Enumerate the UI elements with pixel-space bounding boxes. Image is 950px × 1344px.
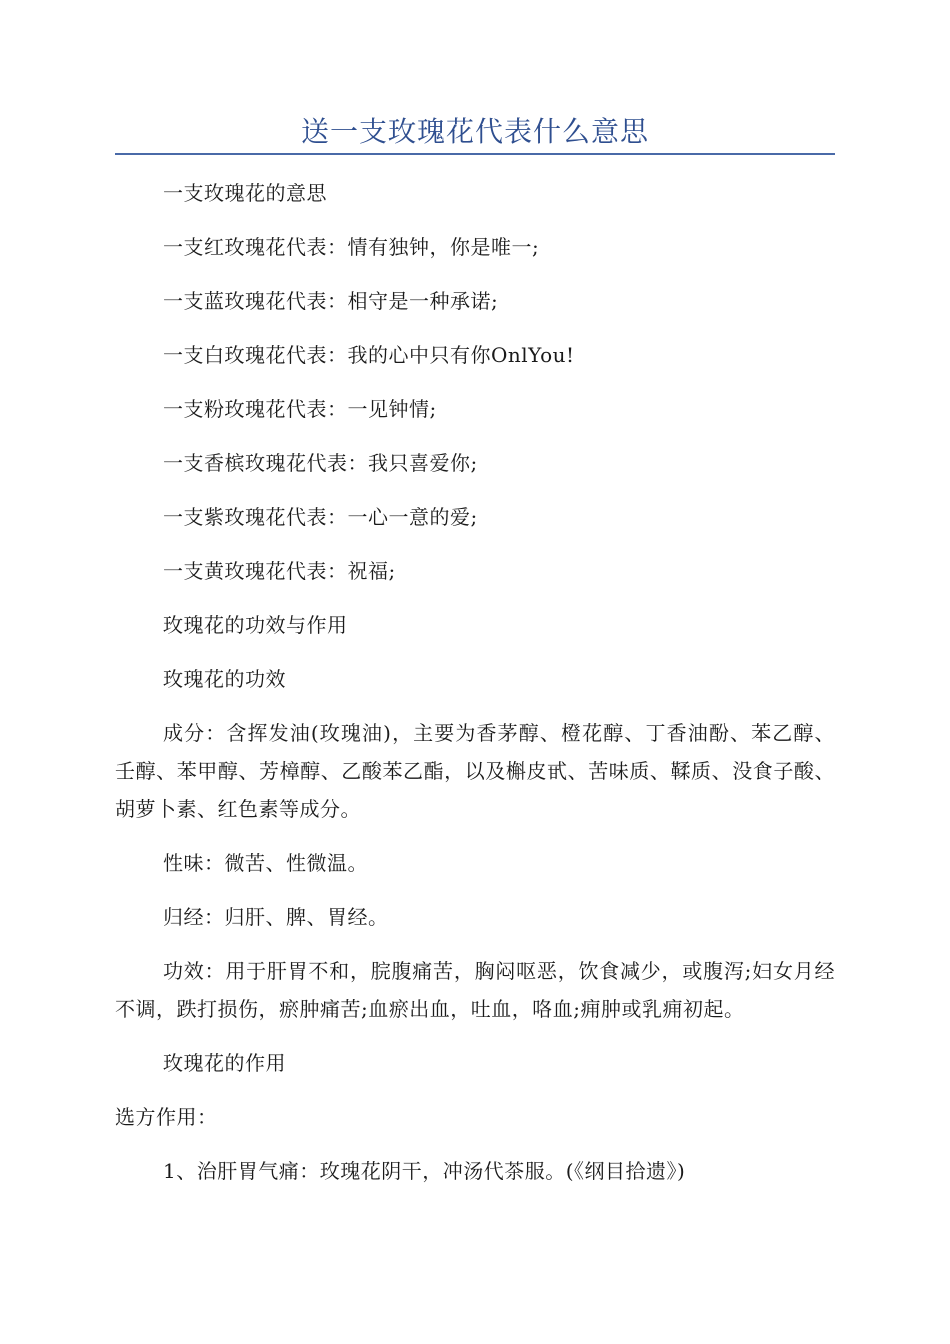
paragraph: 一支粉玫瑰花代表：一见钟情;: [163, 397, 437, 421]
section-heading: 玫瑰花的功效与作用: [163, 613, 348, 637]
paragraph: 功效：用于肝胃不和，脘腹痛苦，胸闷呕恶，饮食减少，或腹泻;妇女月经不调，跌打损伤，瘀肿痛苦;血瘀出血，吐血，咯血;痈肿或乳痈初起。: [115, 959, 835, 1021]
paragraph: 成分：含挥发油(玫瑰油)，主要为香茅醇、橙花醇、丁香油酚、苯乙醇、壬醇、苯甲醇、芳樟醇、乙酸苯乙酯，以及槲皮甙、苦味质、鞣质、没食子酸、胡萝卜素、红色素等成分。: [115, 721, 835, 821]
paragraph: 一支紫玫瑰花代表：一心一意的爱;: [163, 505, 478, 529]
paragraph: 归经：归肝、脾、胃经。: [163, 905, 389, 929]
document-body: [115, 174, 835, 1206]
section-heading: 玫瑰花的功效: [163, 667, 286, 691]
paragraph: 一支香槟玫瑰花代表：我只喜爱你;: [163, 451, 478, 475]
paragraph: 一支玫瑰花的意思: [163, 181, 327, 205]
paragraph: 一支红玫瑰花代表：情有独钟，你是唯一;: [163, 235, 540, 259]
paragraph: 一支蓝玫瑰花代表：相守是一种承诺;: [163, 289, 499, 313]
paragraph: 选方作用：: [115, 1105, 218, 1129]
paragraph: 1、治肝胃气痛：玫瑰花阴干，冲汤代茶服。(《纲目拾遗》): [163, 1159, 686, 1183]
section-heading: 玫瑰花的作用: [163, 1051, 286, 1075]
document-title: 送一支玫瑰花代表什么意思: [300, 115, 649, 148]
paragraph: 一支黄玫瑰花代表：祝福;: [163, 559, 396, 583]
paragraph: 一支白玫瑰花代表：我的心中只有你OnlYou!: [163, 343, 575, 367]
title-underline: [115, 153, 835, 155]
paragraph: 性味：微苦、性微温。: [163, 851, 368, 875]
